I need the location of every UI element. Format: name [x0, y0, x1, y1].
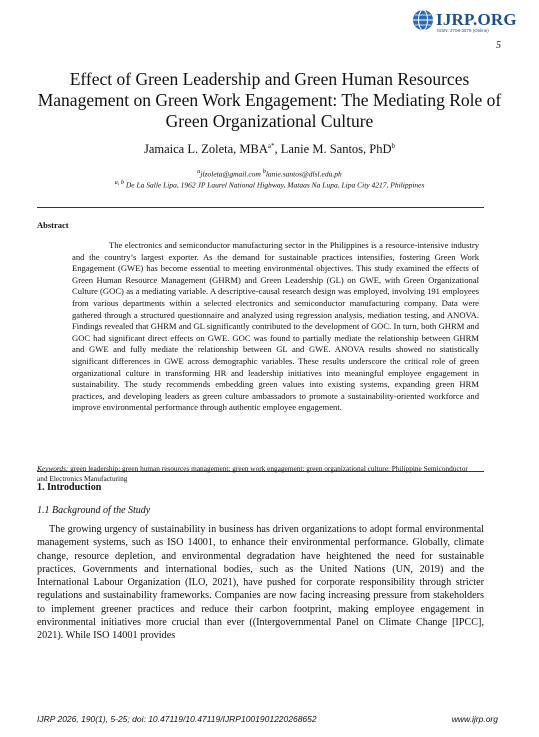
author-line: [30, 142, 509, 157]
keywords: [37, 464, 477, 484]
introduction-paragraph: The growing urgency of sustainability in business has driven organizations to adopt formal environmental management systems, such as ISO 14001, to enhance their environmental performance. Globally, climate change, resource depletion, and environmental degradation have heightened the need for sustainable practices. Governments and international bodies, such as the United Nations (UN, 2019) and the International Labour Organization (ILO, 2021), have pushed for corporate responsibility through stricter regulations and sustainability frameworks. Companies are now facing increasing pressure from stakeholders to implement greener practices and reduce their carbon footprint, making employee engagement in environmental initiatives more crucial than ever ((Intergovernmental Panel on Climate Change [IPCC], 2021). While ISO 14001 provides: [37, 524, 484, 642]
author-emails: [30, 168, 509, 179]
subsection-heading-background: 1.1 Background of the Study: [37, 505, 151, 516]
keywords-text: green leadership; green human resources management; green work engagement; green organizational culture; Philippine Semiconductor and Electronics Manufacturing: [37, 464, 468, 483]
keywords-label: Keywords:: [37, 464, 69, 473]
abstract-body: [72, 240, 479, 414]
author-1-name: Jamaica L. Zoleta, MBA: [143, 142, 268, 157]
author-separator: ,: [274, 142, 281, 157]
affiliation: [30, 179, 509, 190]
paper-title: Effect of Green Leadership and Green Human Resources Management on Green Work Engagement: The Mediating Role of Green Organizational Culture: [37, 69, 502, 131]
page-number: 5: [496, 40, 501, 51]
globe-icon: [412, 9, 434, 31]
abstract-text: The electronics and semiconductor manufacturing sector in the Philippines is a resource-intensive industry and the country’s largest exporter. As the demand for sustainable practices intensifies, fostering Green Work Engagement (GWE) has become essential to meeting environmental objectives. This study examined the effects of Green Human Resource Management (GHRM) and Green Leadership (GL) on GWE, with Green Organizational Culture (GOC) as a mediating variable. A descriptive-causal research design was employed, involving 191 employees from various departments within a selected electronics and semiconductor manufacturing company. Data were gathered through a structured questionnaire and analyzed using regression analysis, mediation testing, and ANOVA. Findings revealed that GHRM and GL significantly contributed to the development of GOC. In turn, both GHRM and GOC had significant direct effects on GWE. GOC was found to partially mediate the relationship between GHRM and GWE and fully mediate the relationship between GL and GWE. ANOVA results showed no statistically significant differences in GWE across demographic variables. These results underscore the critical role of green organizational culture in transforming HR and leadership initiatives into meaningful employee engagement in sustainability. The study recommends embedding green values into existing systems, expanding green HRM practices, and developing leaders as green culture ambassadors to promote a sustainability-oriented workforce and improve environmental performance through authentic employee engagement.: [72, 240, 479, 413]
abstract-top-rule: [37, 207, 484, 208]
author-1-sup: a*: [267, 142, 275, 150]
footer-citation: IJRP 2026, 190(1), 5-25; doi: 10.47119/10.47119/IJRP1001901220268652: [37, 714, 317, 724]
affiliation-text: De La Salle Lipa, 1962 JP Laurel National Highway, Mataas Na Lupa, Lipa City 4217, Philippines: [125, 180, 425, 190]
footer-website[interactable]: www.ijrp.org: [451, 714, 498, 724]
author-2-sup: b: [391, 142, 396, 150]
logo-subtext: ISSN: 2708-3578 (Online): [437, 28, 489, 33]
email-a[interactable]: jlzoleta@gmail.com: [200, 169, 261, 179]
email-b-sup: b: [262, 168, 266, 175]
introduction-body: [37, 523, 484, 643]
author-2-name: Lanie M. Santos, PhD: [280, 142, 392, 157]
email-b[interactable]: lanie.santos@dlsl.edu.ph: [265, 169, 342, 179]
email-a-sup: a: [197, 168, 201, 175]
abstract-heading: Abstract: [37, 220, 69, 230]
affiliation-sup: a, b: [114, 179, 124, 186]
logo-text: IJRP.ORG: [436, 10, 517, 29]
section-heading-introduction: 1. Introduction: [37, 482, 102, 493]
journal-logo: [410, 8, 538, 34]
abstract-bottom-rule: [37, 471, 484, 472]
